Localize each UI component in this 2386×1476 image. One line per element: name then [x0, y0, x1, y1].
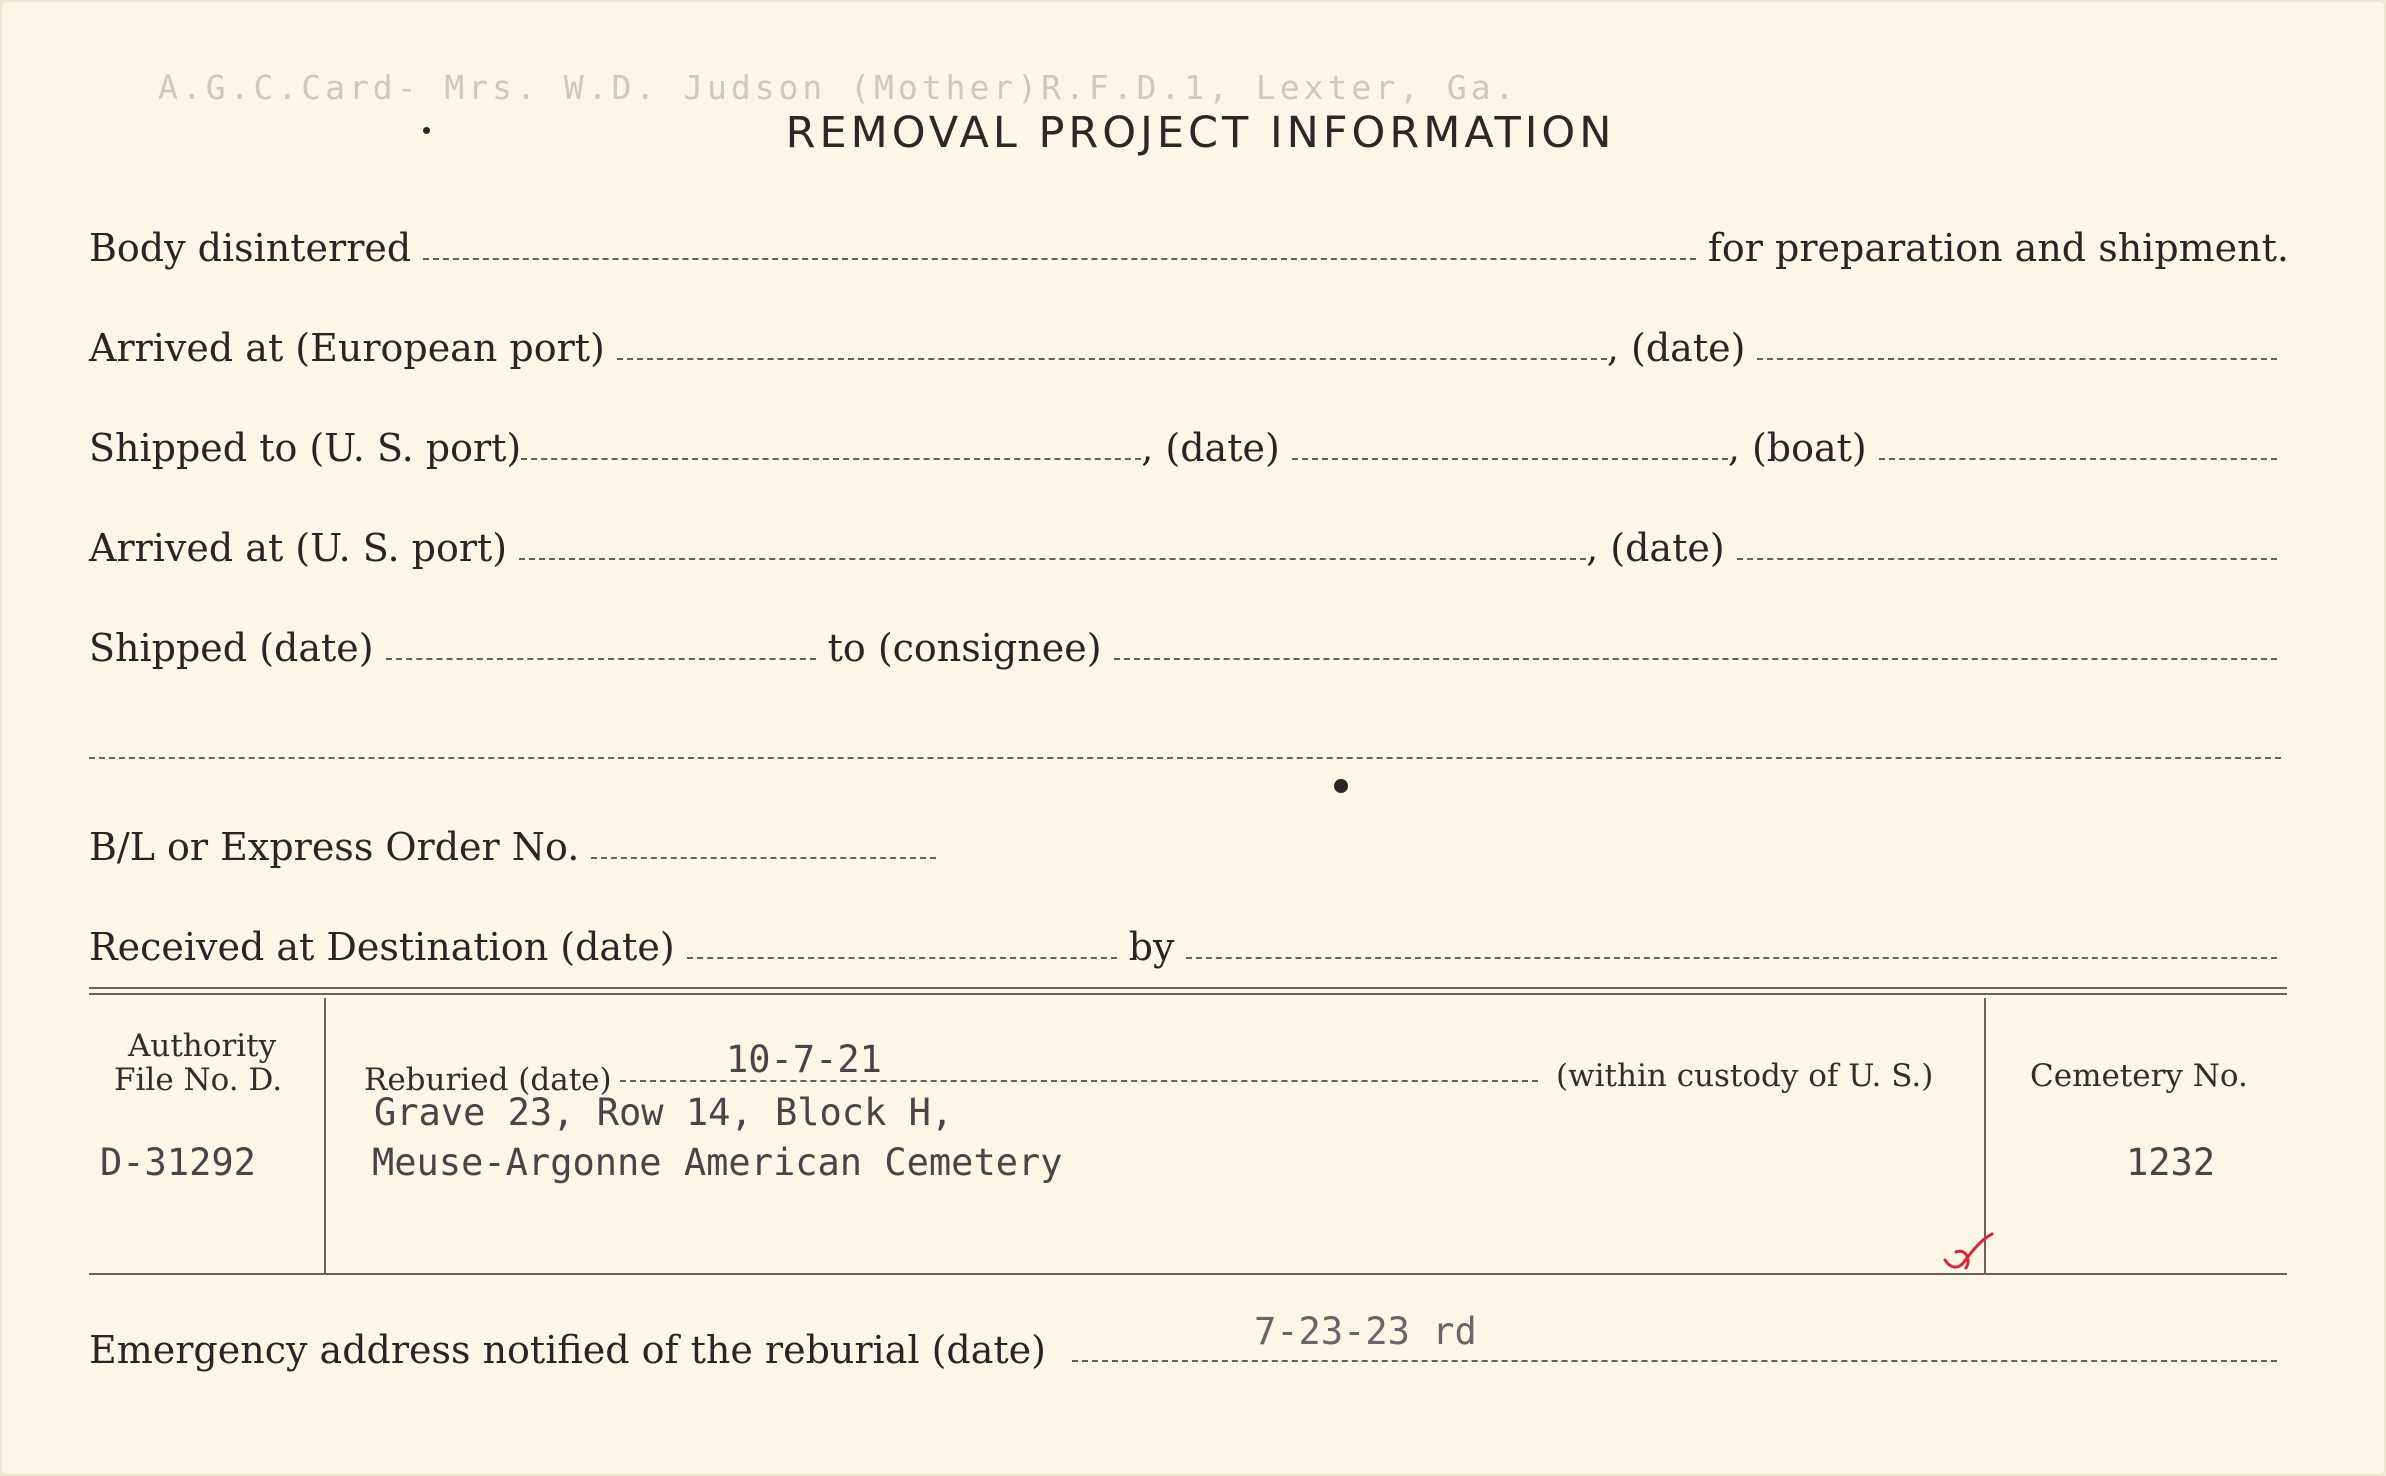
- shipped-us-date-field[interactable]: [1292, 458, 1728, 460]
- consignee-label: to (consignee): [827, 626, 1102, 670]
- arrived-us-date-label: , (date): [1586, 526, 1725, 570]
- column-divider-left: [324, 998, 326, 1273]
- bl-row: [89, 825, 2289, 869]
- faded-typed-header: A.G.C.Card- Mrs. W.D. Judson (Mother)R.F.D.1, Lexter, Ga.: [158, 68, 1519, 107]
- arrived-european-date-field[interactable]: [1757, 358, 2277, 360]
- reburied-label: Reburied (date): [364, 1062, 612, 1098]
- consignee-continuation-field[interactable]: [89, 757, 2281, 759]
- authority-file-value: D-31292: [100, 1141, 256, 1184]
- ink-dot: [1334, 779, 1348, 793]
- bl-label: B/L or Express Order No.: [89, 825, 580, 869]
- shipped-us-row: [89, 426, 2289, 470]
- emergency-row: [89, 1328, 2289, 1372]
- arrived-us-label: Arrived at (U. S. port): [89, 526, 508, 570]
- cemetery-name-value: Meuse-Argonne American Cemetery: [372, 1141, 1063, 1184]
- shipped-date-field[interactable]: [386, 658, 816, 660]
- shipped-date-row: [89, 626, 2289, 670]
- shipped-us-port-field[interactable]: [521, 458, 1141, 460]
- arrived-us-port-field[interactable]: [519, 558, 1586, 560]
- custody-label: (within custody of U. S.): [1556, 1058, 1934, 1094]
- grave-location-value: Grave 23, Row 14, Block H,: [374, 1091, 954, 1134]
- arrived-european-row: [89, 326, 2289, 370]
- body-disinterred-row: [89, 226, 2289, 270]
- arrived-european-date-label: , (date): [1606, 326, 1746, 370]
- emergency-label: Emergency address notified of the reburial (date): [89, 1328, 1046, 1372]
- authority-label-2: File No. D.: [114, 1062, 283, 1098]
- arrived-us-date-field[interactable]: [1737, 558, 2277, 560]
- body-disinterred-label: Body disinterred: [89, 226, 412, 270]
- body-disinterred-suffix: for preparation and shipment.: [1707, 226, 2289, 270]
- received-label: Received at Destination (date): [89, 925, 675, 969]
- arrived-us-row: [89, 526, 2289, 570]
- shipped-us-boat-label: , (boat): [1727, 426, 1867, 470]
- received-date-field[interactable]: [687, 957, 1117, 959]
- emergency-date-value: 7-23-23 rd: [1254, 1310, 1477, 1353]
- cemetery-no-value: 1232: [2126, 1141, 2216, 1184]
- section-divider: [89, 987, 2287, 995]
- received-row: [89, 925, 2289, 969]
- arrived-european-port-field[interactable]: [617, 358, 1607, 360]
- received-by-field[interactable]: [1186, 957, 2277, 959]
- arrived-european-label: Arrived at (European port): [89, 326, 605, 370]
- reburied-date-value: 10-7-21: [726, 1038, 882, 1081]
- emergency-date-field[interactable]: [1072, 1360, 2277, 1362]
- shipped-us-boat-field[interactable]: [1879, 458, 2277, 460]
- red-check-mark-icon: [1940, 1230, 2000, 1276]
- shipped-date-label: Shipped (date): [89, 626, 374, 670]
- shipped-us-label: Shipped to (U. S. port): [89, 426, 522, 470]
- shipped-us-date-label: , (date): [1141, 426, 1280, 470]
- cemetery-no-label: Cemetery No.: [2030, 1058, 2248, 1094]
- authority-label-1: Authority: [128, 1028, 277, 1064]
- body-disinterred-field[interactable]: [423, 258, 1696, 260]
- consignee-field[interactable]: [1114, 658, 2277, 660]
- page-title: REMOVAL PROJECT INFORMATION: [785, 108, 1616, 158]
- bl-field[interactable]: [591, 857, 936, 859]
- received-by-label: by: [1128, 925, 1175, 969]
